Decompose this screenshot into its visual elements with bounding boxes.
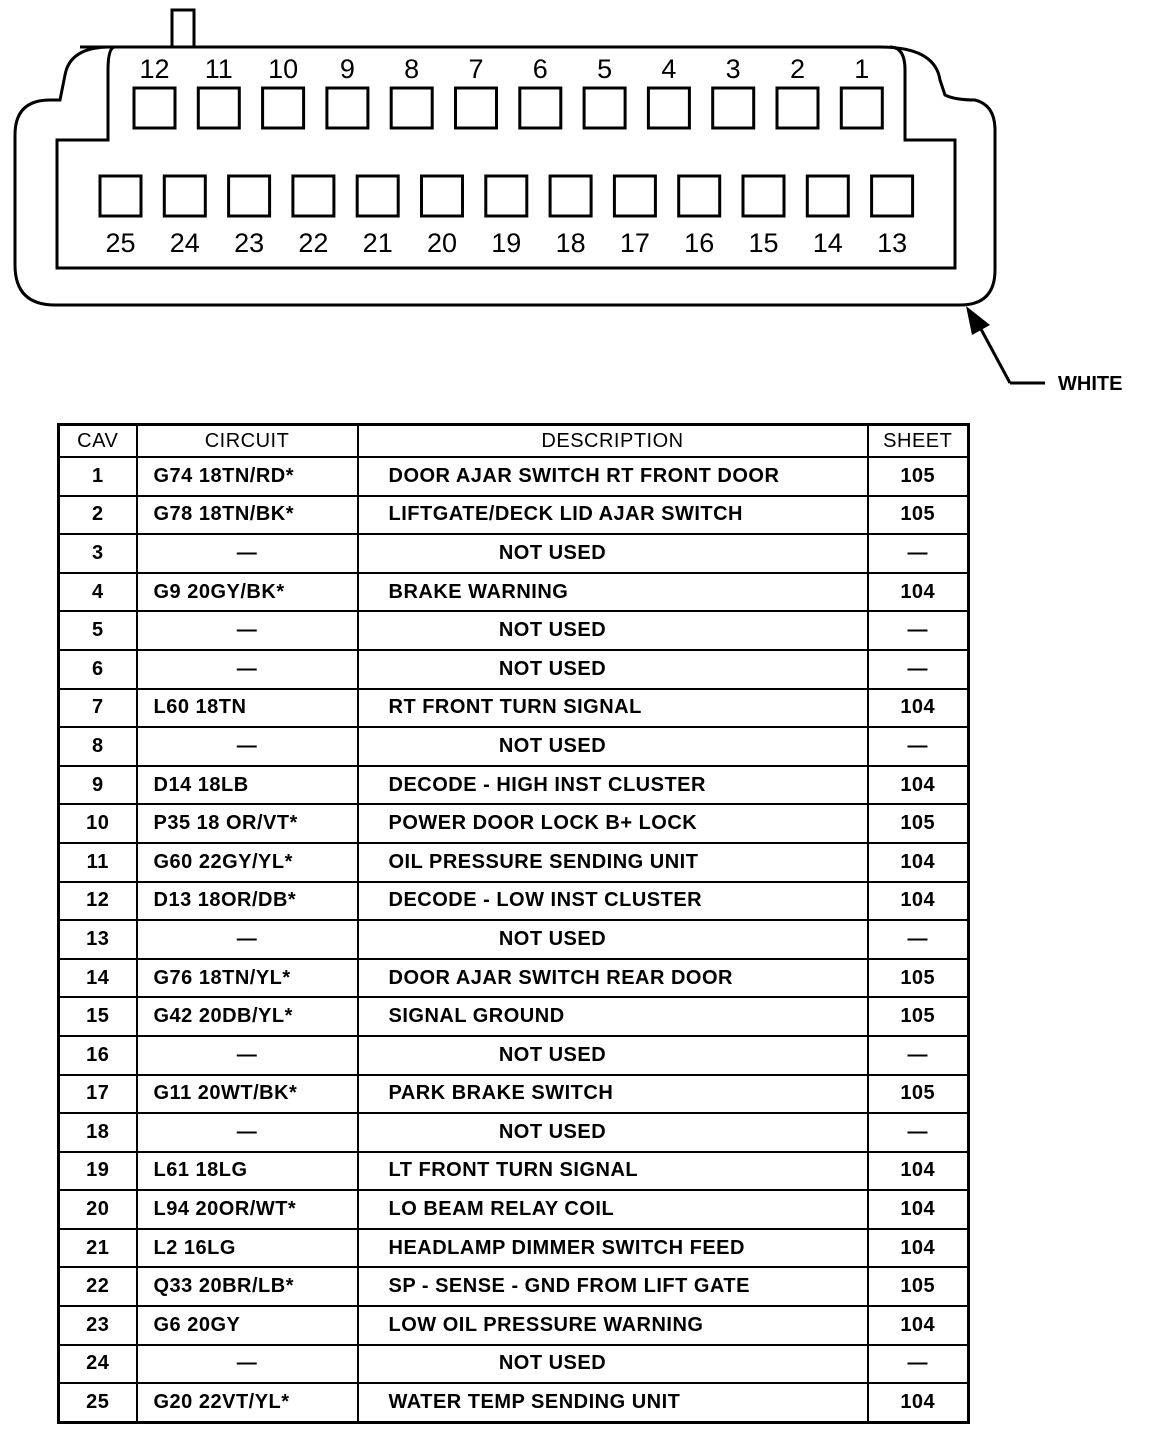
circuit-cell: D13 18OR/DB* [137, 882, 358, 921]
sheet-cell: 104 [868, 1190, 969, 1229]
pin-number-7: 7 [468, 54, 484, 84]
sheet-cell: 104 [868, 1229, 969, 1268]
circuit-cell: G9 20GY/BK* [137, 573, 358, 612]
sheet-cell: 104 [868, 573, 969, 612]
pin-number-8: 8 [404, 54, 420, 84]
sheet-cell: 104 [868, 843, 969, 882]
table-row [59, 689, 969, 728]
sheet-cell: 105 [868, 1075, 969, 1114]
circuit-cell: — [137, 611, 358, 650]
cav-cell: 1 [59, 457, 137, 496]
pin-cavity-19 [486, 176, 527, 216]
pin-number-21: 21 [362, 228, 393, 258]
description-cell: NOT USED [358, 611, 868, 650]
cav-cell: 19 [59, 1152, 137, 1191]
header-circuit: CIRCUIT [137, 425, 358, 458]
cav-cell: 8 [59, 727, 137, 766]
pin-cavity-4 [648, 88, 689, 128]
pin-cavity-18 [550, 176, 591, 216]
table-row [59, 1075, 969, 1114]
description-cell: DECODE - HIGH INST CLUSTER [358, 766, 868, 805]
description-cell: POWER DOOR LOCK B+ LOCK [358, 804, 868, 843]
cav-cell: 23 [59, 1306, 137, 1345]
header-cav: CAV [59, 425, 137, 458]
circuit-cell: L60 18TN [137, 689, 358, 728]
circuit-cell: — [137, 1036, 358, 1075]
sheet-cell: — [868, 727, 969, 766]
description-cell: NOT USED [358, 534, 868, 573]
description-cell: RT FRONT TURN SIGNAL [358, 689, 868, 728]
circuit-cell: — [137, 727, 358, 766]
description-cell: HEADLAMP DIMMER SWITCH FEED [358, 1229, 868, 1268]
cav-cell: 18 [59, 1113, 137, 1152]
sheet-cell: 104 [868, 882, 969, 921]
table-row [59, 534, 969, 573]
circuit-cell: G60 22GY/YL* [137, 843, 358, 882]
cav-cell: 22 [59, 1267, 137, 1306]
sheet-cell: 104 [868, 1383, 969, 1422]
cav-cell: 17 [59, 1075, 137, 1114]
pin-number-12: 12 [139, 54, 170, 84]
table-row [59, 882, 969, 921]
pin-cavity-20 [422, 176, 463, 216]
table-header-row [59, 425, 969, 458]
table-row [59, 1229, 969, 1268]
pin-cavity-15 [743, 176, 784, 216]
sheet-cell: 105 [868, 1267, 969, 1306]
cav-cell: 9 [59, 766, 137, 805]
pin-cavity-23 [229, 176, 270, 216]
circuit-cell: G42 20DB/YL* [137, 997, 358, 1036]
connector-diagram [0, 0, 1152, 410]
circuit-cell: D14 18LB [137, 766, 358, 805]
pin-number-1: 1 [854, 54, 870, 84]
cav-cell: 11 [59, 843, 137, 882]
table-row [59, 804, 969, 843]
pin-cavity-12 [134, 88, 175, 128]
circuit-cell: L61 18LG [137, 1152, 358, 1191]
description-cell: WATER TEMP SENDING UNIT [358, 1383, 868, 1422]
pin-cavity-3 [713, 88, 754, 128]
cav-cell: 15 [59, 997, 137, 1036]
sheet-cell: 104 [868, 1306, 969, 1345]
table-row [59, 959, 969, 998]
sheet-cell: 105 [868, 457, 969, 496]
pin-cavity-13 [872, 176, 913, 216]
pinout-table [57, 423, 970, 1424]
circuit-cell: L94 20OR/WT* [137, 1190, 358, 1229]
description-cell: DOOR AJAR SWITCH REAR DOOR [358, 959, 868, 998]
top-row-pins [134, 54, 882, 128]
cav-cell: 5 [59, 611, 137, 650]
description-cell: NOT USED [358, 1036, 868, 1075]
sheet-cell: 105 [868, 997, 969, 1036]
pin-number-20: 20 [426, 228, 458, 258]
pin-number-13: 13 [877, 228, 908, 258]
sheet-cell: 105 [868, 496, 969, 535]
pin-number-18: 18 [555, 228, 586, 258]
circuit-cell: G11 20WT/BK* [137, 1075, 358, 1114]
pin-cavity-16 [679, 176, 720, 216]
description-cell: LOW OIL PRESSURE WARNING [358, 1306, 868, 1345]
pin-cavity-6 [520, 88, 561, 128]
pin-number-16: 16 [684, 228, 715, 258]
description-cell: LT FRONT TURN SIGNAL [358, 1152, 868, 1191]
pin-number-25: 25 [105, 228, 136, 258]
circuit-cell: L2 16LG [137, 1229, 358, 1268]
pin-number-10: 10 [268, 54, 299, 84]
pin-cavity-14 [807, 176, 848, 216]
table-row [59, 496, 969, 535]
cav-cell: 2 [59, 496, 137, 535]
table-row [59, 727, 969, 766]
pin-cavity-8 [391, 88, 432, 128]
cav-cell: 21 [59, 1229, 137, 1268]
pin-number-23: 23 [234, 228, 265, 258]
circuit-cell: — [137, 534, 358, 573]
table-row [59, 843, 969, 882]
cav-cell: 20 [59, 1190, 137, 1229]
table-row [59, 1306, 969, 1345]
description-cell: NOT USED [358, 727, 868, 766]
bottom-row-pins [100, 176, 913, 258]
pin-cavity-11 [198, 88, 239, 128]
pin-cavity-5 [584, 88, 625, 128]
pin-number-11: 11 [204, 54, 233, 84]
pin-number-24: 24 [169, 228, 200, 258]
sheet-cell: — [868, 920, 969, 959]
pin-number-3: 3 [725, 54, 741, 84]
pin-cavity-9 [327, 88, 368, 128]
pin-number-14: 14 [812, 228, 843, 258]
pin-cavity-1 [841, 88, 882, 128]
pin-number-4: 4 [661, 54, 677, 84]
table-row [59, 1036, 969, 1075]
sheet-cell: 105 [868, 804, 969, 843]
header-sheet: SHEET [868, 425, 969, 458]
cav-cell: 25 [59, 1383, 137, 1422]
table-row [59, 1190, 969, 1229]
circuit-cell: — [137, 1345, 358, 1384]
pin-number-17: 17 [619, 228, 650, 258]
sheet-cell: — [868, 611, 969, 650]
circuit-cell: Q33 20BR/LB* [137, 1267, 358, 1306]
table-row [59, 920, 969, 959]
description-cell: NOT USED [358, 1345, 868, 1384]
table-row [59, 1267, 969, 1306]
cav-cell: 24 [59, 1345, 137, 1384]
description-cell: LIFTGATE/DECK LID AJAR SWITCH [358, 496, 868, 535]
pin-number-22: 22 [298, 228, 329, 258]
pin-cavity-17 [614, 176, 655, 216]
connector-lock-tab [172, 10, 194, 47]
description-cell: NOT USED [358, 1113, 868, 1152]
pin-cavity-21 [357, 176, 398, 216]
cav-cell: 14 [59, 959, 137, 998]
pin-cavity-2 [777, 88, 818, 128]
circuit-cell: G74 18TN/RD* [137, 457, 358, 496]
description-cell: DECODE - LOW INST CLUSTER [358, 882, 868, 921]
sheet-cell: 104 [868, 1152, 969, 1191]
sheet-cell: 104 [868, 766, 969, 805]
circuit-cell: — [137, 920, 358, 959]
circuit-cell: G76 18TN/YL* [137, 959, 358, 998]
cav-cell: 4 [59, 573, 137, 612]
circuit-cell: P35 18 OR/VT* [137, 804, 358, 843]
description-cell: NOT USED [358, 650, 868, 689]
table-row [59, 650, 969, 689]
sheet-cell: — [868, 650, 969, 689]
description-cell: DOOR AJAR SWITCH RT FRONT DOOR [358, 457, 868, 496]
description-cell: NOT USED [358, 920, 868, 959]
connector-color-label: WHITE [1058, 373, 1123, 395]
table-row [59, 1152, 969, 1191]
description-cell: PARK BRAKE SWITCH [358, 1075, 868, 1114]
cav-cell: 6 [59, 650, 137, 689]
sheet-cell: — [868, 534, 969, 573]
circuit-cell: — [137, 650, 358, 689]
table-row [59, 1345, 969, 1384]
pin-cavity-25 [100, 176, 141, 216]
table-row [59, 766, 969, 805]
pin-cavity-7 [456, 88, 497, 128]
cav-cell: 16 [59, 1036, 137, 1075]
pin-number-15: 15 [748, 228, 779, 258]
table-row [59, 573, 969, 612]
pin-number-6: 6 [532, 54, 548, 84]
table-row [59, 1113, 969, 1152]
header-description: DESCRIPTION [358, 425, 868, 458]
pin-cavity-10 [263, 88, 304, 128]
cav-cell: 12 [59, 882, 137, 921]
description-cell: LO BEAM RELAY COIL [358, 1190, 868, 1229]
circuit-cell: G20 22VT/YL* [137, 1383, 358, 1422]
table-row [59, 611, 969, 650]
description-cell: SP - SENSE - GND FROM LIFT GATE [358, 1267, 868, 1306]
pin-number-19: 19 [491, 228, 522, 258]
pin-number-2: 2 [789, 54, 806, 84]
circuit-cell: — [137, 1113, 358, 1152]
pin-cavity-22 [293, 176, 334, 216]
sheet-cell: 104 [868, 689, 969, 728]
sheet-cell: — [868, 1036, 969, 1075]
pin-number-9: 9 [339, 54, 355, 84]
sheet-cell: 105 [868, 959, 969, 998]
cav-cell: 7 [59, 689, 137, 728]
circuit-cell: G6 20GY [137, 1306, 358, 1345]
table-row [59, 457, 969, 496]
sheet-cell: — [868, 1345, 969, 1384]
table-row [59, 997, 969, 1036]
cav-cell: 3 [59, 534, 137, 573]
sheet-cell: — [868, 1113, 969, 1152]
description-cell: BRAKE WARNING [358, 573, 868, 612]
pin-number-5: 5 [597, 54, 613, 84]
pin-cavity-24 [164, 176, 205, 216]
cav-cell: 13 [59, 920, 137, 959]
color-leader-arrowhead [966, 306, 990, 335]
circuit-cell: G78 18TN/BK* [137, 496, 358, 535]
table-row [59, 1383, 969, 1422]
description-cell: OIL PRESSURE SENDING UNIT [358, 843, 868, 882]
cav-cell: 10 [59, 804, 137, 843]
description-cell: SIGNAL GROUND [358, 997, 868, 1036]
